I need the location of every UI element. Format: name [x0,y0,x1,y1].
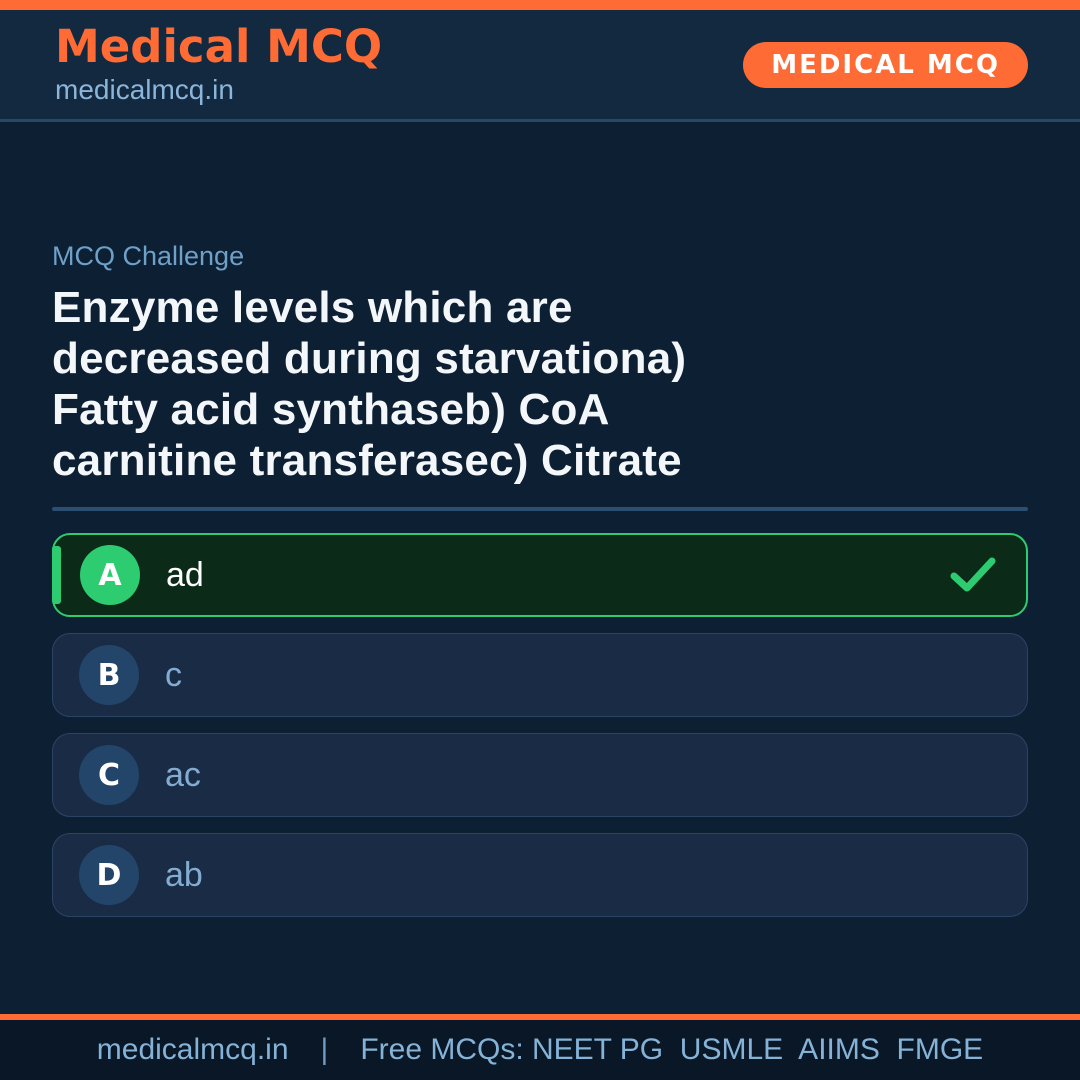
question-divider [52,507,1028,511]
option-d-letter-badge: D [79,845,139,905]
site-title: Medical MCQ [55,20,383,74]
footer [0,1020,1080,1080]
footer-separator: | [320,1033,329,1066]
footer-tagline: Free MCQs: NEET PG USMLE AIIMS FMGE [360,1033,984,1066]
options-list [52,533,1028,917]
option-a-letter-badge: A [80,545,140,605]
option-a-text: ad [166,555,204,594]
option-c-letter-badge: C [79,745,139,805]
option-b-text: c [165,655,182,694]
selected-accent-bar [52,546,61,604]
question-line: Fatty acid synthaseb) CoA [52,385,610,434]
question-line: carnitine transferasec) Citrate [52,436,682,485]
option-d[interactable] [52,833,1028,917]
header [0,10,1080,122]
footer-site: medicalmcq.in [96,1033,289,1066]
site-url: medicalmcq.in [55,73,234,105]
option-b-letter-badge: B [79,645,139,705]
question-line: decreased during starvationa) [52,334,687,383]
option-c-text: ac [165,755,201,794]
question-text [52,282,1028,486]
brand-block [55,20,383,105]
question-section [0,122,1080,1014]
option-a[interactable] [52,533,1028,617]
brand-badge: MEDICAL MCQ [743,42,1028,88]
option-b[interactable] [52,633,1028,717]
question-line: Enzyme levels which are [52,283,573,332]
check-icon [950,557,996,593]
option-c[interactable] [52,733,1028,817]
question-label: MCQ Challenge [52,241,245,271]
option-d-text: ab [165,855,203,894]
top-accent-bar [0,0,1080,10]
